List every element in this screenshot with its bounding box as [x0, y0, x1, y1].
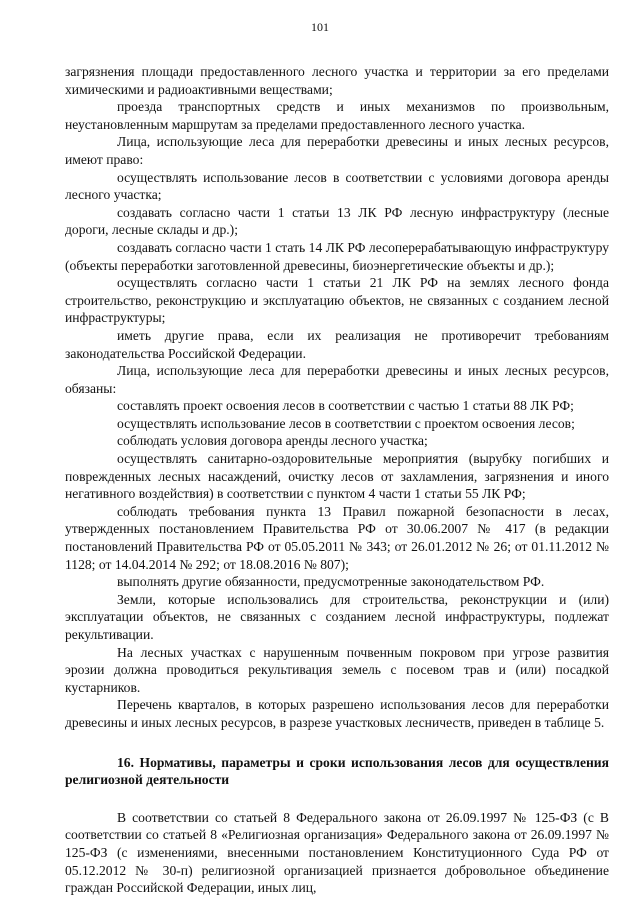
paragraph: осуществлять использование лесов в соответствии с проектом освоения лесов; — [117, 415, 575, 431]
paragraph-group-religious-activity — [65, 809, 609, 897]
paragraph: На лесных участках с нарушенным почвенным покровом при угрозе развития эрозии должна проводиться рекультивация земель с посевом трав и (или) посадкой кустарников. — [65, 644, 609, 695]
paragraph: выполнять другие обязанности, предусмотренные законодательством РФ. — [117, 574, 545, 590]
page-number: 101 — [311, 20, 329, 34]
paragraph: осуществлять согласно части 1 статьи 21 ЛК РФ на землях лесного фонда строительство, реконструкцию и эксплуатацию объектов, не связанных с созданием лесной инфраструктуры; — [65, 275, 609, 326]
paragraph: Лица, использующие леса для переработки древесины и иных лесных ресурсов, обязаны: — [65, 363, 609, 396]
paragraph: осуществлять использование лесов в соответствии с условиями договора аренды лесного участка; — [65, 169, 609, 203]
paragraph: Лица, использующие леса для переработки древесины и иных лесных ресурсов, имеют право: — [65, 134, 609, 167]
paragraph-group-rights-obligations — [65, 63, 609, 732]
paragraph: проезда транспортных средств и иных механизмов по произвольным, неустановленным маршрутам за пределами предоставленного лесного участка. — [65, 99, 609, 132]
paragraph: В соответствии со статьей 8 Федерального закона от 26.09.1997 № 125-ФЗ (с В соответствии со статьей 8 «Религиозная организация» Федерального закона от 26.09.1997 № 125-ФЗ (с изменениями, внесенными постановлением Конституционного Суда РФ от 05.12.2012 № 30-п) религиозной организацией признается добровольное объединение граждан Российской Федерации, иных лиц, — [65, 809, 609, 896]
paragraph: соблюдать требования пункта 13 Правил пожарной безопасности в лесах, утвержденных постановлением Правительства РФ от 30.06.2007 № 417 (в редакции постановлений Правительства РФ от 05.05.2011 № 343; от 26.01.2012 № 26; от 01.11.2012 № 1128; от 14.04.2014 № 292; от 18.08.2016 № 807); — [65, 503, 609, 572]
paragraph: осуществлять санитарно-оздоровительные мероприятия (вырубку погибших и поврежденных лесных насаждений, очистку лесов от захламления, загрязнения и иного негативного воздействия) в соответствии с пунктом 4 части 1 статьи 55 ЛК РФ; — [65, 451, 609, 502]
paragraph: составлять проект освоения лесов в соответствии с частью 1 статьи 88 ЛК РФ; — [117, 398, 574, 414]
paragraph: загрязнения площади предоставленного лесного участка и территории за его пределами химическими и радиоактивными веществами; — [65, 64, 609, 97]
paragraph: Земли, которые использовались для строительства, реконструкции и (или) эксплуатации объектов, не связанных с созданием лесной инфраструктуры, подлежат рекультивации. — [65, 591, 609, 642]
paragraph: соблюдать условия договора аренды лесного участка; — [117, 433, 428, 449]
section-heading: 16. Нормативы, параметры и сроки использования лесов для осуществления религиозной деятельности — [65, 754, 609, 788]
paragraph: Перечень кварталов, в которых разрешено использования лесов для переработки древесины и иных лесных ресурсов, в разрезе участковых лесничеств, приведен в таблице 5. — [65, 697, 609, 730]
paragraph: иметь другие права, если их реализация не противоречит требованиям законодательства Российской Федерации. — [65, 327, 609, 361]
document-body — [65, 63, 609, 897]
paragraph: создавать согласно части 1 статьи 13 ЛК РФ лесную инфраструктуру (лесные дороги, лесные склады и др.); — [65, 204, 609, 238]
paragraph: создавать согласно части 1 стать 14 ЛК РФ лесоперерабатывающую инфраструктуру (объекты переработки заготовленной древесины, биоэнергетические объекты и др.); — [65, 239, 609, 273]
